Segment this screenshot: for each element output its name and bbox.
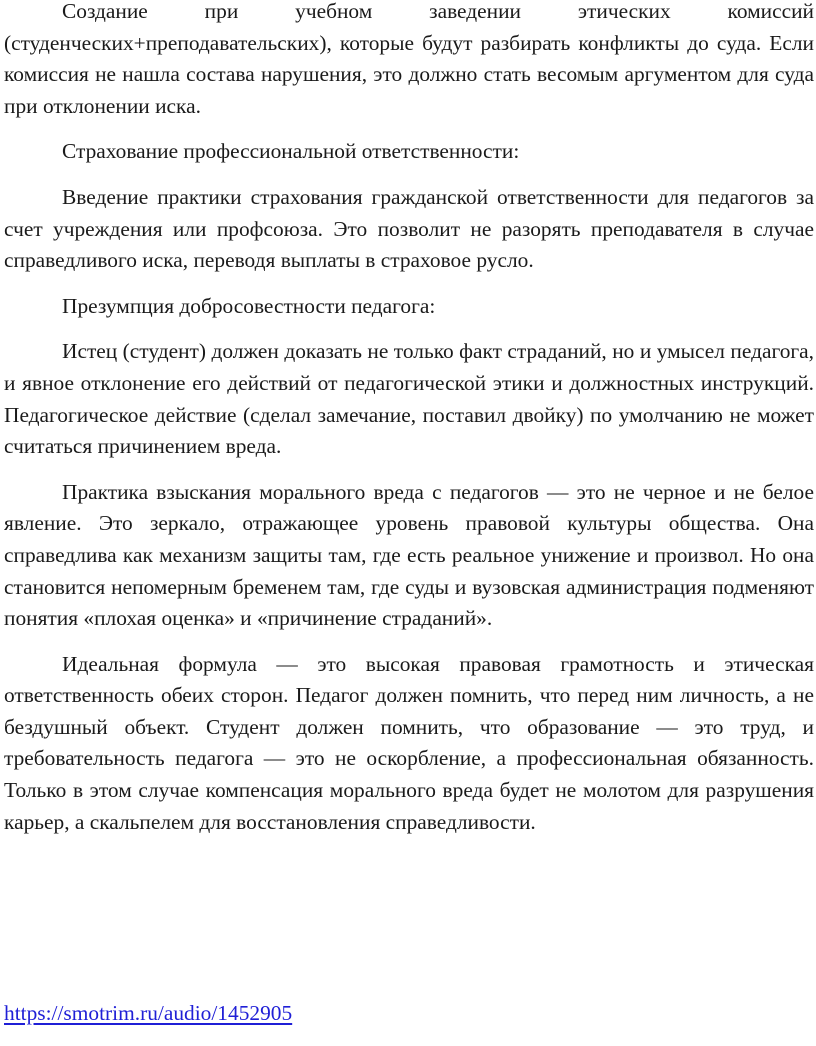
source-link[interactable]: https://smotrim.ru/audio/1452905: [4, 1001, 293, 1025]
paragraph-presumption: Истец (студент) должен доказать не только факт страданий, но и умысел педагога, и явное отклонение его действий от педагогической этики и должностных инструкций. Педагогическое действие (сделал замечание, поставил двойку) по умолчанию не может считаться причинением вреда.: [4, 339, 814, 459]
document-body: [4, 0, 814, 852]
paragraph-formula: Идеальная формула — это высокая правовая грамотность и этическая ответственность обеих сторон. Педагог должен помнить, что перед ним личность, а не бездушный объект. Студент должен помнить, что образование — это труд, и требовательность педагога — это не оскорбление, а профессиональная обязанность. Только в этом случае компенсация морального вреда будет не молотом для разрушения карьер, а скальпелем для восстановления справедливости.: [4, 651, 814, 834]
paragraph-insurance: Введение практики страхования гражданской ответственности для педагогов за счет учреждения или профсоюза. Это позволит не разорять преподавателя в случае справедливого иска, переводя выплаты в страховое русло.: [4, 184, 814, 273]
paragraph-insurance-heading: Страхование профессиональной ответственности:: [62, 139, 520, 164]
paragraph-practice: Практика взыскания морального вреда с педагогов — это не черное и не белое явление. Это зеркало, отражающее уровень правовой культуры общества. Она справедлива как механизм защиты там, где есть реальное унижение и произвол. Но она становится непомерным бременем там, где суды и вузовская администрация подменяют понятия «плохая оценка» и «причинение страданий».: [4, 479, 814, 631]
paragraph-ethics-commissions: Создание при учебном заведении этических комиссий (студенческих+преподавательских), которые будут разбирать конфликты до суда. Если комиссия не нашла состава нарушения, это должно стать весомым аргументом для суда при отклонении иска.: [4, 0, 814, 118]
paragraph-presumption-heading: Презумпция добросовестности педагога:: [62, 293, 436, 318]
